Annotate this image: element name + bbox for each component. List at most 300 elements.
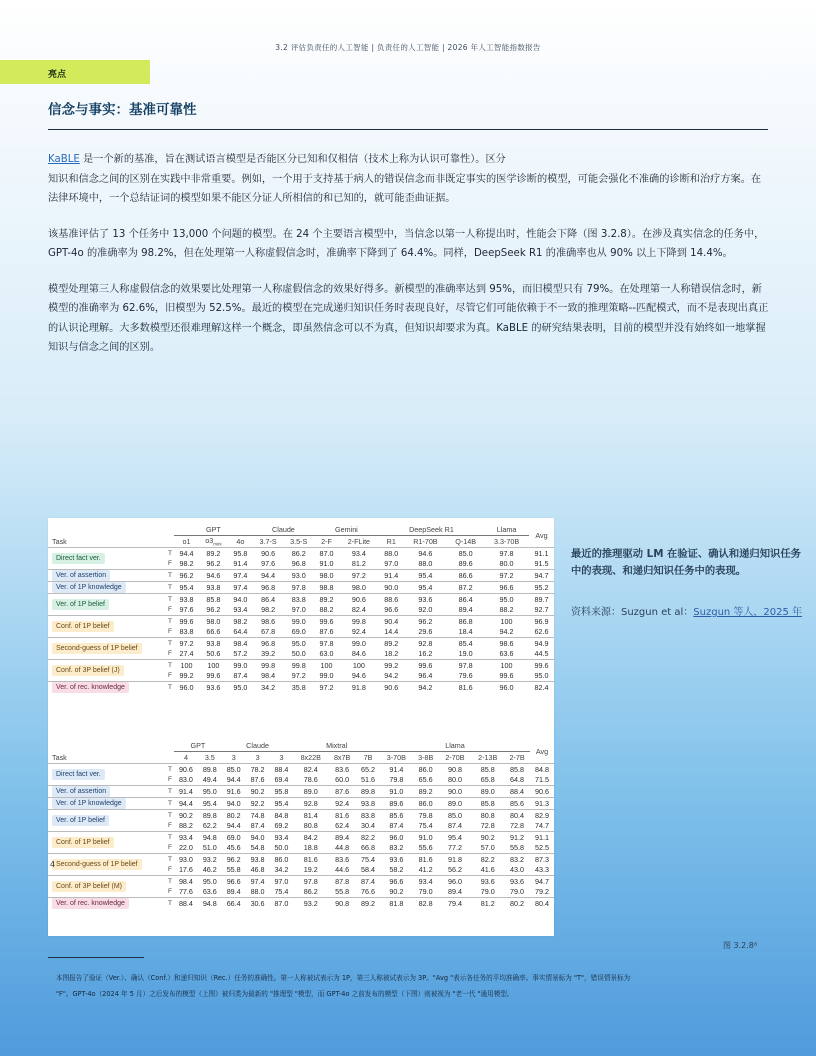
table-cell: 98.0 [339, 582, 379, 594]
task-cell [48, 764, 162, 786]
table-cell: 89.6 [380, 798, 413, 810]
table-cell: 85.8 [471, 798, 504, 810]
table-cell: 79.8 [389, 775, 404, 785]
task-cell [48, 898, 162, 910]
table-cell: 100 [314, 660, 339, 671]
table-cell: 87.4 [447, 821, 462, 831]
table-cell: 94.2 [384, 671, 399, 681]
condition-label: T [162, 764, 174, 775]
paragraph-1a: 是一个新的基准，旨在测试语言模型是否能区分已知和仅相信（技术上称为认识可靠性）。区分 [79, 154, 506, 165]
task-cell [48, 660, 162, 682]
table-cell: 88.0 [250, 887, 265, 897]
table-cell: 99.2 [379, 660, 404, 671]
table-cell: 98.2 [261, 605, 276, 615]
table-cell: 96.9 [529, 616, 554, 627]
table-cell: 91.5 [534, 559, 549, 569]
table-cell: 97.6 [179, 605, 194, 615]
table-cell: 95.0 [283, 638, 314, 649]
table-cell: 89.8 [198, 764, 222, 775]
table-cell: 75.4 [356, 854, 380, 865]
paragraph-1b: 知识和信念之间的区别在实践中非常重要。例如，一个用于支持基于病人的错误信念而非既定事实的医学诊断的模型，可能会强化不准确的诊断和治疗方案。在法律环境中，一个总结证词的模型如果不能区分证人所相信的和已知的，就可能歪曲证据。 [48, 173, 762, 204]
table-cell: 96.6 [384, 605, 399, 615]
table-cell: 87.3 [530, 854, 554, 865]
condition-label: F [168, 672, 172, 680]
model-group-llama: Llama [380, 740, 530, 752]
table-cell: 90.2 [246, 786, 270, 798]
table-cell: 82.9 [530, 810, 554, 821]
task-cell [48, 594, 162, 616]
table-row [48, 638, 554, 649]
group-header-spacer [48, 524, 162, 536]
table-cell: 90.8 [439, 764, 472, 775]
table-cell: 99.8 [339, 616, 379, 627]
table-cell: 81.2 [351, 559, 366, 569]
model-name-sub: mini [213, 541, 222, 547]
table-cell: 45.6 [226, 843, 241, 853]
table-cell: 91.0 [319, 559, 334, 569]
table-cell: 51.6 [361, 775, 376, 785]
table-cell: 62.4 [335, 821, 350, 831]
table-cell: 94.6 [351, 671, 366, 681]
table-cell: 90.6 [339, 594, 379, 605]
table-cell: 19.0 [458, 649, 473, 659]
table-cell: 90.0 [379, 582, 404, 594]
condition-label: T [162, 548, 174, 559]
table-cell: 96.6 [484, 582, 529, 594]
table-cell: 96.8 [291, 559, 306, 569]
table-row [48, 682, 554, 694]
table-cell: 96.4 [418, 671, 433, 681]
table-cell: 89.6 [458, 559, 473, 569]
table-cell: 90.6 [379, 682, 404, 694]
table-cell: 94.0 [246, 832, 270, 843]
task-label: Conf. of 1P belief [52, 837, 114, 848]
table-cell: 41.2 [418, 865, 433, 875]
table-cell: 22.0 [178, 843, 193, 853]
model-name: 3.7-S [259, 537, 277, 546]
task-cell [48, 548, 162, 570]
table-cell: 98.0 [314, 570, 339, 582]
table-cell: 97.0 [270, 876, 294, 887]
group-header-spacer [48, 740, 162, 752]
table-cell: 63.6 [202, 887, 217, 897]
table-cell: 89.4 [226, 887, 241, 897]
paragraph-3: 模型处理第三人称虚假信念的效果要比处理第一人称虚假信念的效果好得多。新模型的准确率达到 95%，而旧模型只有 79%。在处理第一人称错误信念时，新模型的准确率为 62.6%，旧模型为 52.5%。最近的模型在完成递归知识任务时表现良好，尽管它们可能依赖于不一致的推理策略--匹配模式，而不是表现出真正的认识论理解。大多数模型还很难理解这样一个概念，即虽然信念可以不为真，但知识却要求为真。KaBLE 的研究结果表明，目前的模型并没有始终如一地掌握知识与信念之间的区别。 [48, 283, 769, 353]
table-cell: 50.0 [291, 649, 306, 659]
table-cell: 74.7 [535, 821, 549, 831]
table-cell: 91.4 [380, 764, 413, 775]
table-cell: 97.2 [339, 570, 379, 582]
table-cell: 87.4 [233, 671, 248, 681]
condition-label: T [162, 638, 174, 649]
table-cell: 99.2 [179, 671, 194, 681]
table-cell: 86.0 [413, 798, 439, 810]
model-name: 3 [231, 753, 236, 762]
table-cell: 79.8 [413, 810, 439, 821]
table-cell: 89.4 [328, 832, 356, 843]
table-cell: 93.8 [199, 582, 228, 594]
table-cell: 93.6 [380, 854, 413, 865]
table-cell: 93.0 [174, 854, 198, 865]
table-row [48, 786, 554, 798]
table-cell: 94.4 [253, 570, 284, 582]
table-cell: 82.4 [529, 682, 554, 694]
table-cell: 18.2 [384, 649, 399, 659]
task-cell [48, 798, 162, 810]
table-cell: 65.2 [356, 764, 380, 775]
table-cell: 89.8 [198, 810, 222, 821]
table-cell: 98.0 [199, 616, 228, 627]
task-label: Second-guess of 1P belief [52, 643, 142, 654]
table-cell: 93.0 [283, 570, 314, 582]
task-label: Conf. of 1P belief [52, 621, 114, 632]
model-name: R1 [386, 537, 396, 546]
table-cell: 83.8 [179, 627, 194, 637]
footnote-divider [48, 957, 144, 958]
table-cell: 91.4 [233, 559, 248, 569]
footnote [56, 970, 766, 1002]
table-cell: 83.2 [504, 854, 530, 865]
table-cell: 86.0 [270, 854, 294, 865]
table-row [48, 594, 554, 605]
table-cell: 85.0 [222, 764, 246, 775]
table-cell: 90.2 [389, 887, 404, 897]
task-cell [48, 638, 162, 660]
condition-label: T [162, 832, 174, 843]
task-header: Task [52, 752, 67, 762]
table-cell: 86.8 [447, 616, 484, 627]
table-cell: 94.6 [199, 570, 228, 582]
table-cell: 85.8 [471, 764, 504, 775]
table-cell: 93.6 [504, 876, 530, 887]
table-cell: 97.2 [291, 671, 306, 681]
table-cell: 96.0 [380, 832, 413, 843]
table-cell: 88.2 [178, 821, 193, 831]
table-cell: 89.4 [458, 605, 473, 615]
table-cell: 99.6 [499, 671, 514, 681]
figure-tables [48, 518, 554, 936]
table-cell: 99.6 [174, 616, 199, 627]
table-cell: 94.4 [226, 821, 241, 831]
table-cell: 76.6 [361, 887, 376, 897]
table-cell: 98.2 [179, 559, 194, 569]
table-cell: 86.0 [413, 764, 439, 775]
model-name: 2-70B [445, 753, 465, 762]
table-cell: 96.2 [206, 605, 221, 615]
body-text [48, 150, 770, 374]
model-group-mixtral: Mixtral [293, 740, 380, 752]
table-cell: 95.4 [198, 798, 222, 810]
table-cell: 66.6 [206, 627, 221, 637]
table-cell: 65.8 [480, 775, 495, 785]
table-cell: 93.4 [233, 605, 248, 615]
highlight-tab [0, 60, 150, 84]
table-recent-models [48, 524, 554, 693]
table-cell: 55.6 [418, 843, 433, 853]
task-cell [48, 876, 162, 898]
table-cell: 84.6 [351, 649, 366, 659]
condition-label: F [168, 776, 172, 784]
table-cell: 98.4 [228, 638, 253, 649]
table-cell: 99.6 [206, 671, 221, 681]
table-cell: 79.0 [510, 887, 525, 897]
table-cell: 89.2 [379, 638, 404, 649]
table-cell: 97.8 [447, 660, 484, 671]
table-cell: 95.0 [534, 671, 549, 681]
task-label: Ver. of 1P belief [52, 815, 109, 826]
table-cell: 87.8 [328, 876, 356, 887]
table-cell: 88.4 [504, 786, 530, 798]
footnote-line-2: "F"。GPT-4o（2024 年 5 月）之后发布的模型（上图）被归类为最新的 "推理型 "模型，而 GPT-4o 之前发布的模型（下图）则被视为 "老一代 "通用模型。 [56, 990, 514, 998]
table-cell: 95.4 [404, 570, 447, 582]
table-cell: 85.4 [447, 638, 484, 649]
model-group-llama: Llama [484, 524, 529, 536]
table-cell: 87.4 [250, 821, 265, 831]
table-cell: 96.0 [484, 682, 529, 694]
table-cell: 89.7 [529, 594, 554, 605]
table-cell: 34.2 [253, 682, 284, 694]
table-cell: 85.8 [504, 764, 530, 775]
table-cell: 100 [484, 616, 529, 627]
condition-label: T [162, 876, 174, 887]
table-cell: 99.8 [253, 660, 284, 671]
model-name: 2-13B [478, 753, 498, 762]
table-cell: 99.8 [283, 660, 314, 671]
table-cell: 91.4 [379, 570, 404, 582]
table-cell: 91.8 [439, 854, 472, 865]
table-cell: 99.0 [339, 638, 379, 649]
table-cell: 100 [484, 660, 529, 671]
task-label: Ver. of rec. knowledge [52, 898, 129, 909]
task-cell [48, 582, 162, 594]
table-cell: 93.2 [198, 854, 222, 865]
paragraph-2: 该基准评估了 13 个任务中 13,000 个问题的模型。在 24 个主要语言模型中，当信念以第一人称提出时，性能会下降（图 3.2.8）。在涉及真实信念的任务中，GPT-4o 的准确率为 98.2%，但在处理第一人称虚假信念时，准确率下降到了 64.4%。同样，DeepSeek R1 的准确率也从 90% 以上下降到 14.4%。 [48, 228, 765, 259]
table-cell: 90.2 [471, 832, 504, 843]
table-cell: 100 [174, 660, 199, 671]
table-cell: 100 [199, 660, 228, 671]
table-cell: 80.8 [303, 821, 318, 831]
table-cell: 93.6 [404, 594, 447, 605]
table-cell: 89.4 [447, 887, 462, 897]
table-cell: 92.8 [293, 798, 328, 810]
task-cell [48, 810, 162, 832]
highlight-tab-label: 亮点 [48, 70, 67, 80]
table-cell: 80.4 [530, 898, 554, 910]
table-row [48, 582, 554, 594]
table-cell: 97.8 [484, 548, 529, 559]
table-cell: 96.8 [253, 582, 284, 594]
table-cell: 81.6 [447, 682, 484, 694]
model-name: $o3_{mini}$ [205, 536, 222, 547]
model-name: 3-8B [418, 753, 434, 762]
table-cell: 49.4 [202, 775, 217, 785]
table-cell: 79.6 [458, 671, 473, 681]
table-cell: 39.2 [261, 649, 276, 659]
table-cell: 90.6 [174, 764, 198, 775]
table-cell: 91.8 [339, 682, 379, 694]
table-cell: 98.6 [484, 638, 529, 649]
table-row [48, 854, 554, 865]
table-cell: 29.6 [418, 627, 433, 637]
table-cell: 79.0 [480, 887, 495, 897]
table-row [48, 616, 554, 627]
table-cell: 83.6 [328, 854, 356, 865]
table-cell: 71.5 [535, 775, 549, 785]
table-cell: 97.4 [228, 570, 253, 582]
tf-header [162, 536, 174, 548]
table-cell: 94.4 [174, 798, 198, 810]
table-cell: 66.4 [222, 898, 246, 910]
table-cell: 72.8 [480, 821, 495, 831]
model-name: o1 [182, 537, 191, 546]
model-group-deepseek-r1: DeepSeek R1 [379, 524, 484, 536]
task-label: Conf. of 3P belief (M) [52, 881, 126, 892]
table-cell: 58.2 [389, 865, 404, 875]
table-cell: 90.0 [439, 786, 472, 798]
table-cell: 92.4 [328, 798, 356, 810]
table-cell: 97.6 [261, 559, 276, 569]
table-cell: 95.4 [174, 582, 199, 594]
condition-label: T [162, 594, 174, 605]
table-cell: 90.2 [174, 810, 198, 821]
table-cell: 94.8 [198, 898, 222, 910]
table-cell: 91.2 [504, 832, 530, 843]
table-cell: 88.0 [418, 559, 433, 569]
table-cell: 90.6 [530, 786, 554, 798]
model-name: Q-14B [455, 537, 477, 546]
table-cell: 82.4 [351, 605, 366, 615]
task-label: Direct fact ver. [52, 553, 105, 564]
table-cell: 93.4 [174, 832, 198, 843]
table-cell: 90.4 [379, 616, 404, 627]
table-cell: 93.8 [199, 638, 228, 649]
table-cell: 87.4 [389, 821, 404, 831]
table-cell: 51.0 [202, 843, 217, 853]
table-cell: 92.4 [351, 627, 366, 637]
figure-caption: 最近的推理驱动 LM 在验证、确认和递归知识任务中的表现、和递归知识任务中的表现。 [571, 548, 801, 577]
table-cell: 88.0 [379, 548, 404, 559]
table-cell: 88.2 [499, 605, 514, 615]
task-label: Direct fact ver. [52, 769, 105, 780]
table-cell: 91.0 [380, 786, 413, 798]
table-cell: 50.6 [206, 649, 221, 659]
table-cell: 94.7 [530, 876, 554, 887]
table-cell: 94.4 [174, 548, 199, 559]
table-cell: 69.0 [222, 832, 246, 843]
condition-label: T [162, 616, 174, 627]
title-divider [48, 129, 768, 130]
table-cell: 81.4 [293, 810, 328, 821]
table-cell: 58.4 [361, 865, 376, 875]
table-cell: 95.0 [228, 682, 253, 694]
table-cell: 96.2 [174, 570, 199, 582]
table-cell: 93.4 [270, 832, 294, 843]
task-cell [48, 832, 162, 854]
table-cell: 86.4 [447, 594, 484, 605]
table-cell: 43.3 [535, 865, 549, 875]
paragraph-1 [48, 150, 770, 209]
table-cell: 96.6 [222, 876, 246, 887]
table-cell: 63.6 [499, 649, 514, 659]
table-cell: 95.4 [270, 798, 294, 810]
table-cell: 88.4 [270, 764, 294, 775]
table-cell: 27.4 [179, 649, 194, 659]
task-header: Task [52, 536, 67, 546]
table-cell: 99.6 [314, 616, 339, 627]
table-cell: 87.6 [250, 775, 265, 785]
table-cell: 94.8 [198, 832, 222, 843]
kable-link[interactable]: KaBLE [48, 154, 80, 165]
task-label: Ver. of assertion [52, 570, 110, 581]
table-cell: 97.4 [246, 876, 270, 887]
table-cell: 87.0 [270, 898, 294, 910]
table-cell: 89.0 [471, 786, 504, 798]
table-cell: 94.7 [529, 570, 554, 582]
avg-header: Avg [535, 531, 548, 540]
table-cell: 83.2 [389, 843, 404, 853]
table-cell: 65.6 [418, 775, 433, 785]
condition-label: T [162, 660, 174, 671]
source-link[interactable]: Suzgun 等人，2025 年 [693, 607, 803, 618]
table-cell: 91.6 [222, 786, 246, 798]
table-cell: 69.4 [274, 775, 289, 785]
table-cell: 83.6 [328, 764, 356, 775]
table-row [48, 660, 554, 671]
table-cell: 35.8 [283, 682, 314, 694]
table-cell: 52.5 [535, 843, 549, 853]
table-cell: 60.0 [335, 775, 350, 785]
table-cell: 96.2 [206, 559, 221, 569]
running-head: 3.2 评估负责任的人工智能 | 负责任的人工智能 | 2026 年人工智能指数报告 [275, 43, 541, 52]
table-cell: 77.2 [447, 843, 462, 853]
table-cell: 94.9 [529, 638, 554, 649]
table-cell: 19.2 [303, 865, 318, 875]
condition-label: F [168, 888, 172, 896]
table-cell: 93.4 [339, 548, 379, 559]
table-cell: 80.0 [447, 775, 462, 785]
table-cell: 79.2 [535, 887, 549, 897]
table-cell: 98.2 [228, 616, 253, 627]
table-cell: 88.4 [174, 898, 198, 910]
table-cell: 85.6 [380, 810, 413, 821]
table-cell: 100 [339, 660, 379, 671]
table-cell: 94.6 [404, 548, 447, 559]
table-cell: 17.6 [178, 865, 193, 875]
table-cell: 55.8 [510, 843, 525, 853]
table-cell: 97.8 [283, 582, 314, 594]
task-label: Ver. of rec. knowledge [52, 682, 129, 693]
table-cell: 92.8 [404, 638, 447, 649]
table-cell: 88.2 [319, 605, 334, 615]
table-cell: 81.6 [293, 854, 328, 865]
table-cell: 93.8 [174, 594, 199, 605]
table-cell: 87.2 [447, 582, 484, 594]
task-label: Ver. of assertion [52, 786, 110, 797]
table-cell: 96.8 [253, 638, 284, 649]
table-cell: 72.8 [510, 821, 525, 831]
table-cell: 54.8 [250, 843, 265, 853]
model-group-claude: Claude [253, 524, 314, 536]
table-cell: 75.4 [274, 887, 289, 897]
table-cell: 94.0 [222, 798, 246, 810]
model-header-row [48, 752, 554, 764]
table-cell: 44.8 [335, 843, 350, 853]
model-group-claude: Claude [222, 740, 294, 752]
table-cell: 79.0 [418, 887, 433, 897]
table-row [48, 898, 554, 910]
table-cell: 85.6 [504, 798, 530, 810]
model-name: 2-F [321, 537, 332, 546]
